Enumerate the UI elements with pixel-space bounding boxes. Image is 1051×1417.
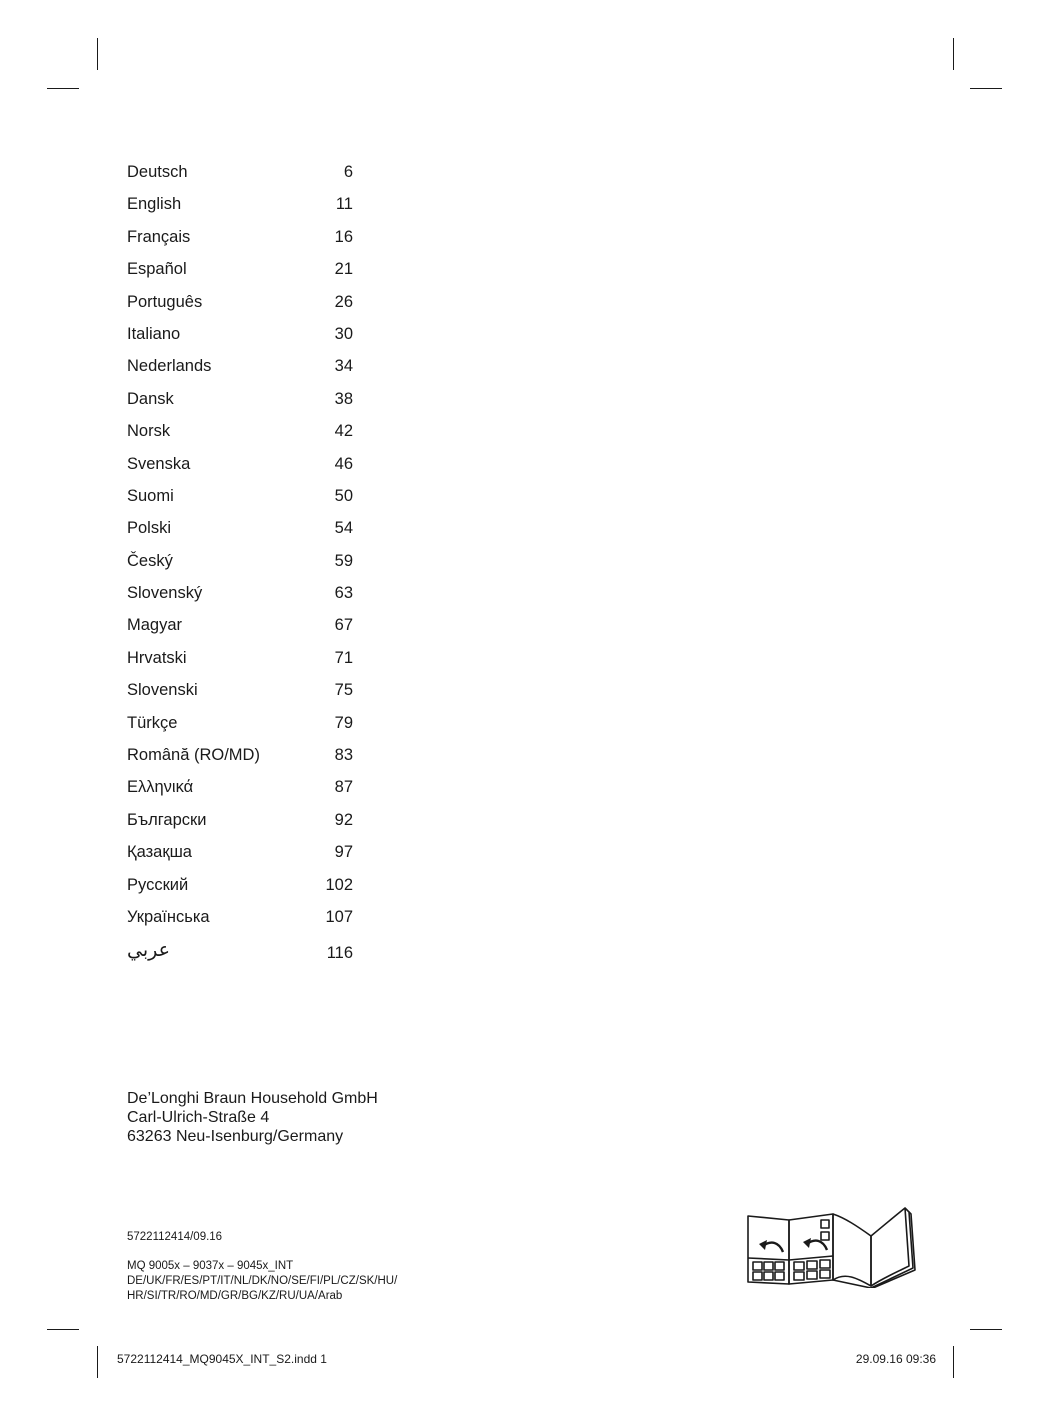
company-name: De’Longhi Braun Household GmbH xyxy=(127,1090,378,1107)
country-codes-line: HR/SI/TR/RO/MD/GR/BG/KZ/RU/UA/Arab xyxy=(127,1290,343,1302)
toc-row[interactable] xyxy=(127,190,353,222)
toc-row[interactable] xyxy=(127,903,353,935)
model-line: MQ 9005x – 9037x – 9045x_INT xyxy=(127,1260,294,1272)
toc-page-number: 67 xyxy=(334,616,353,635)
toc-row[interactable] xyxy=(127,417,353,449)
toc-page-number: 71 xyxy=(334,648,353,667)
toc-page-number: 42 xyxy=(334,422,353,441)
crop-mark-bottom-left-vertical xyxy=(97,1346,98,1378)
toc-row[interactable] xyxy=(127,450,353,482)
toc-page-number: 34 xyxy=(334,357,353,376)
toc-page-number: 87 xyxy=(334,778,353,797)
toc-page-number: 26 xyxy=(334,292,353,311)
toc-language: Svenska xyxy=(127,454,191,473)
crop-mark-top-right-horizontal xyxy=(970,88,1002,89)
toc-language: English xyxy=(127,195,182,214)
toc-page-number: 54 xyxy=(334,519,353,538)
country-codes-line: DE/UK/FR/ES/PT/IT/NL/DK/NO/SE/FI/PL/CZ/SK/HU/ xyxy=(127,1275,398,1287)
toc-page-number: 79 xyxy=(334,713,353,732)
toc-language: Magyar xyxy=(127,616,183,635)
toc-row[interactable] xyxy=(127,611,353,643)
toc-row[interactable] xyxy=(127,255,353,287)
toc-language: Suomi xyxy=(127,486,174,505)
toc-page-number: 50 xyxy=(334,486,353,505)
document-number: 5722112414/09.16 xyxy=(127,1231,223,1243)
toc-language: Français xyxy=(127,227,191,246)
toc-page-number: 16 xyxy=(334,227,353,246)
crop-mark-top-left-vertical xyxy=(97,38,98,70)
toc-page-number: 75 xyxy=(334,681,353,700)
toc-row[interactable] xyxy=(127,871,353,903)
toc-row[interactable] xyxy=(127,352,353,384)
toc-row[interactable] xyxy=(127,773,353,805)
toc-language: عربي xyxy=(127,940,170,962)
toc-page-number: 6 xyxy=(343,163,353,181)
toc-row[interactable] xyxy=(127,838,353,870)
toc-row[interactable] xyxy=(127,547,353,579)
toc-row[interactable] xyxy=(127,741,353,773)
toc-row[interactable] xyxy=(127,320,353,352)
toc-page-number: 59 xyxy=(334,551,353,570)
toc-row[interactable] xyxy=(127,579,353,611)
toc-page-number: 63 xyxy=(334,584,353,603)
toc-page-number: 11 xyxy=(335,195,353,214)
toc-language: Türkçe xyxy=(127,713,178,732)
toc-row[interactable] xyxy=(127,223,353,255)
toc-row[interactable] xyxy=(127,288,353,320)
model-info xyxy=(127,1259,397,1304)
print-slug-filename: 5722112414_MQ9045X_INT_S2.indd 1 xyxy=(117,1352,327,1366)
toc-language: Português xyxy=(127,292,203,311)
toc-language: Dansk xyxy=(127,389,174,408)
toc-page-number: 102 xyxy=(325,875,353,894)
street-address: Carl-Ulrich-Straße 4 xyxy=(127,1109,270,1126)
toc-language: Español xyxy=(127,260,187,279)
manufacturer-address xyxy=(127,1089,378,1146)
print-slug-datetime: 29.09.16 09:36 xyxy=(855,1352,936,1366)
crop-mark-bottom-left-horizontal xyxy=(47,1329,79,1330)
toc-page-number: 21 xyxy=(334,260,353,279)
toc-language: Русский xyxy=(127,875,189,894)
toc-language: Polski xyxy=(127,519,172,538)
toc-language: Norsk xyxy=(127,422,171,441)
toc-page-number: 30 xyxy=(334,324,353,343)
crop-mark-top-right-vertical xyxy=(953,38,954,70)
toc-language: Українська xyxy=(127,907,210,926)
toc-row[interactable] xyxy=(127,514,353,546)
toc-row[interactable] xyxy=(127,644,353,676)
toc-page-number: 92 xyxy=(334,810,353,829)
toc-language: Български xyxy=(127,810,207,829)
toc-page-number: 38 xyxy=(334,389,353,408)
toc-language: Slovenski xyxy=(127,681,198,700)
toc-row[interactable] xyxy=(127,806,353,838)
toc-language: Český xyxy=(127,551,173,570)
toc-page-number: 46 xyxy=(334,454,353,473)
toc-page-number: 116 xyxy=(326,944,353,963)
toc-row[interactable] xyxy=(127,158,353,190)
toc-row[interactable] xyxy=(127,482,353,514)
toc-language: Slovenský xyxy=(127,584,203,603)
toc-language: Қазақша xyxy=(127,843,192,862)
toc-row[interactable] xyxy=(127,709,353,741)
toc-language: Italiano xyxy=(127,324,181,343)
toc-language: Ελληνικά xyxy=(127,778,194,797)
toc-page-number: 97 xyxy=(334,843,353,862)
toc-language: Deutsch xyxy=(127,163,188,181)
crop-mark-bottom-right-vertical xyxy=(953,1346,954,1378)
city-address: 63263 Neu-Isenburg/Germany xyxy=(127,1128,344,1145)
crop-mark-bottom-right-horizontal xyxy=(970,1329,1002,1330)
fold-out-book-icon xyxy=(745,1204,917,1288)
toc-row[interactable] xyxy=(127,676,353,708)
toc-row[interactable] xyxy=(127,385,353,417)
language-table-of-contents xyxy=(127,158,353,968)
toc-page-number: 107 xyxy=(325,907,353,926)
toc-language: Hrvatski xyxy=(127,648,187,667)
crop-mark-top-left-horizontal xyxy=(47,88,79,89)
toc-language: Nederlands xyxy=(127,357,212,376)
toc-row[interactable] xyxy=(127,935,353,967)
toc-language: Română (RO/MD) xyxy=(127,746,260,765)
toc-page-number: 83 xyxy=(334,746,353,765)
